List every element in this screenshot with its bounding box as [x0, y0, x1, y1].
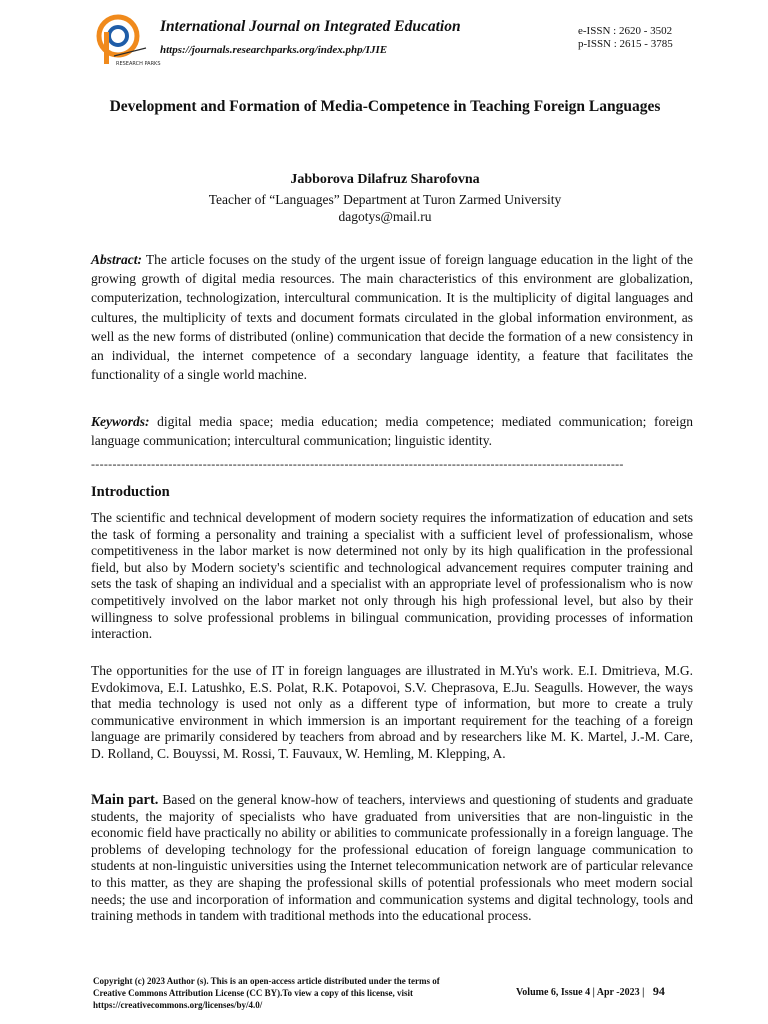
main-part-text: Based on the general know-how of teachers, interviews and questioning of students and graduate students, the majority of specialists who have graduated from universities that are non-linguistic in the economic field have practically no ability or abilities to communicate professionally in a foreign language. The problems of developing technology for the professional education of foreign language communication to students at non-linguistic universities using the Internet telecommunication network are of particular relevance to this matter, as they are shaping the professional skills of potential professionals who meet modern social needs; the use and incorporation of information and communication systems and digital technology, tools and training methods in tandem with traditional methods into the educational process. — [91, 792, 693, 924]
introduction-heading: Introduction — [91, 484, 170, 500]
journal-title: International Journal on Integrated Education — [160, 18, 461, 35]
page-info — [516, 984, 665, 999]
keywords-text: digital media space; media education; media competence; mediated communication; foreign language communication; intercultural communication; linguistic identity. — [91, 414, 693, 449]
section-divider: ---------------------------------------------------------------------------------------------------------------------------- — [91, 457, 624, 471]
journal-url[interactable]: https://journals.researchparks.org/index.php/IJIE — [160, 44, 388, 56]
e-issn: e-ISSN : 2620 - 3502 — [578, 25, 673, 37]
page-number: 94 — [652, 984, 665, 998]
keywords-label: Keywords: — [91, 414, 150, 429]
p-issn: p-ISSN : 2615 - 3785 — [578, 37, 673, 50]
issn-block — [578, 25, 673, 50]
main-part-label: Main part. — [91, 792, 159, 808]
article-title: Development and Formation of Media-Competence in Teaching Foreign Languages — [109, 98, 661, 115]
logo-text: RESEARCH PARKS — [116, 61, 161, 67]
introduction-paragraph-1: The scientific and technical development of modern society requires the informatization of education and sets the task of forming a personality and training a specialist with a sufficient level of professionalism, whose competitiveness in the labor market is now determined not only by its high qualification in the professional field, but also by Modern society's scientific and technological advancement requires computer training and sets the task of shaping an individual and a specialist with an appropriate level of professionalism who is now competitively involved on the labor market not only through his high professional level, but also by their willingness to solve professional problems in bilingual communication, providing processes of information interaction. — [91, 510, 693, 642]
keywords — [91, 412, 693, 450]
abstract — [91, 250, 693, 384]
author-email[interactable]: dagotys@mail.ru — [338, 209, 432, 224]
introduction-paragraph-2: The opportunities for the use of IT in foreign languages are illustrated in M.Yu's work. E.I. Dmitrieva, M.G. Evdokimova, E.I. Latushko, E.S. Polat, R.K. Potapovoi, S.V. Cheprasova, E.Ju. Seagulls. However, the ways that media technology is used not only as a different type of information, but more to create a truly communicative environment in which immersion is an important requirement for the teaching of a foreign language are primarily considered by teachers from abroad and by researchers like M. K. Martel, J.-M. Care, D. Rolland, C. Bouyssi, M. Rossi, T. Fauvaux, W. Hemling, M. Klepping, A. — [91, 663, 693, 761]
author-affiliation: Teacher of “Languages” Department at Turon Zarmed University — [208, 192, 562, 207]
abstract-label: Abstract: — [91, 252, 143, 267]
author-name: Jabborova Dilafruz Sharofovna — [290, 172, 480, 187]
copyright-notice: Copyright (c) 2023 Author (s). This is an open-access article distributed under the terms of Creative Commons Attribution License (CC BY).To view a copy of this license, visit https://creativecommons.org/licenses/by/4.0/ — [93, 976, 440, 1010]
author-info — [100, 191, 670, 225]
research-parks-logo-icon — [92, 12, 161, 68]
volume-issue: Volume 6, Issue 4 | Apr -2023 — [516, 987, 640, 998]
main-part-paragraph — [91, 792, 693, 925]
footer-separator: | — [642, 987, 645, 998]
abstract-text: The article focuses on the study of the urgent issue of foreign language education in the light of the growing growth of digital media resources. The main characteristics of this environment are globalization, computerization, technologization, intercultural communication. It is the multiplicity of digital languages and cultures, the multiplicity of texts and document formats circulated in the global information environment, as well as the new forms of distributed (online) communication that decide the formation of a new consistency in an individual, the internet competence of a secondary language identity, a feature that facilitates the functionality of a single world machine. — [91, 252, 693, 383]
